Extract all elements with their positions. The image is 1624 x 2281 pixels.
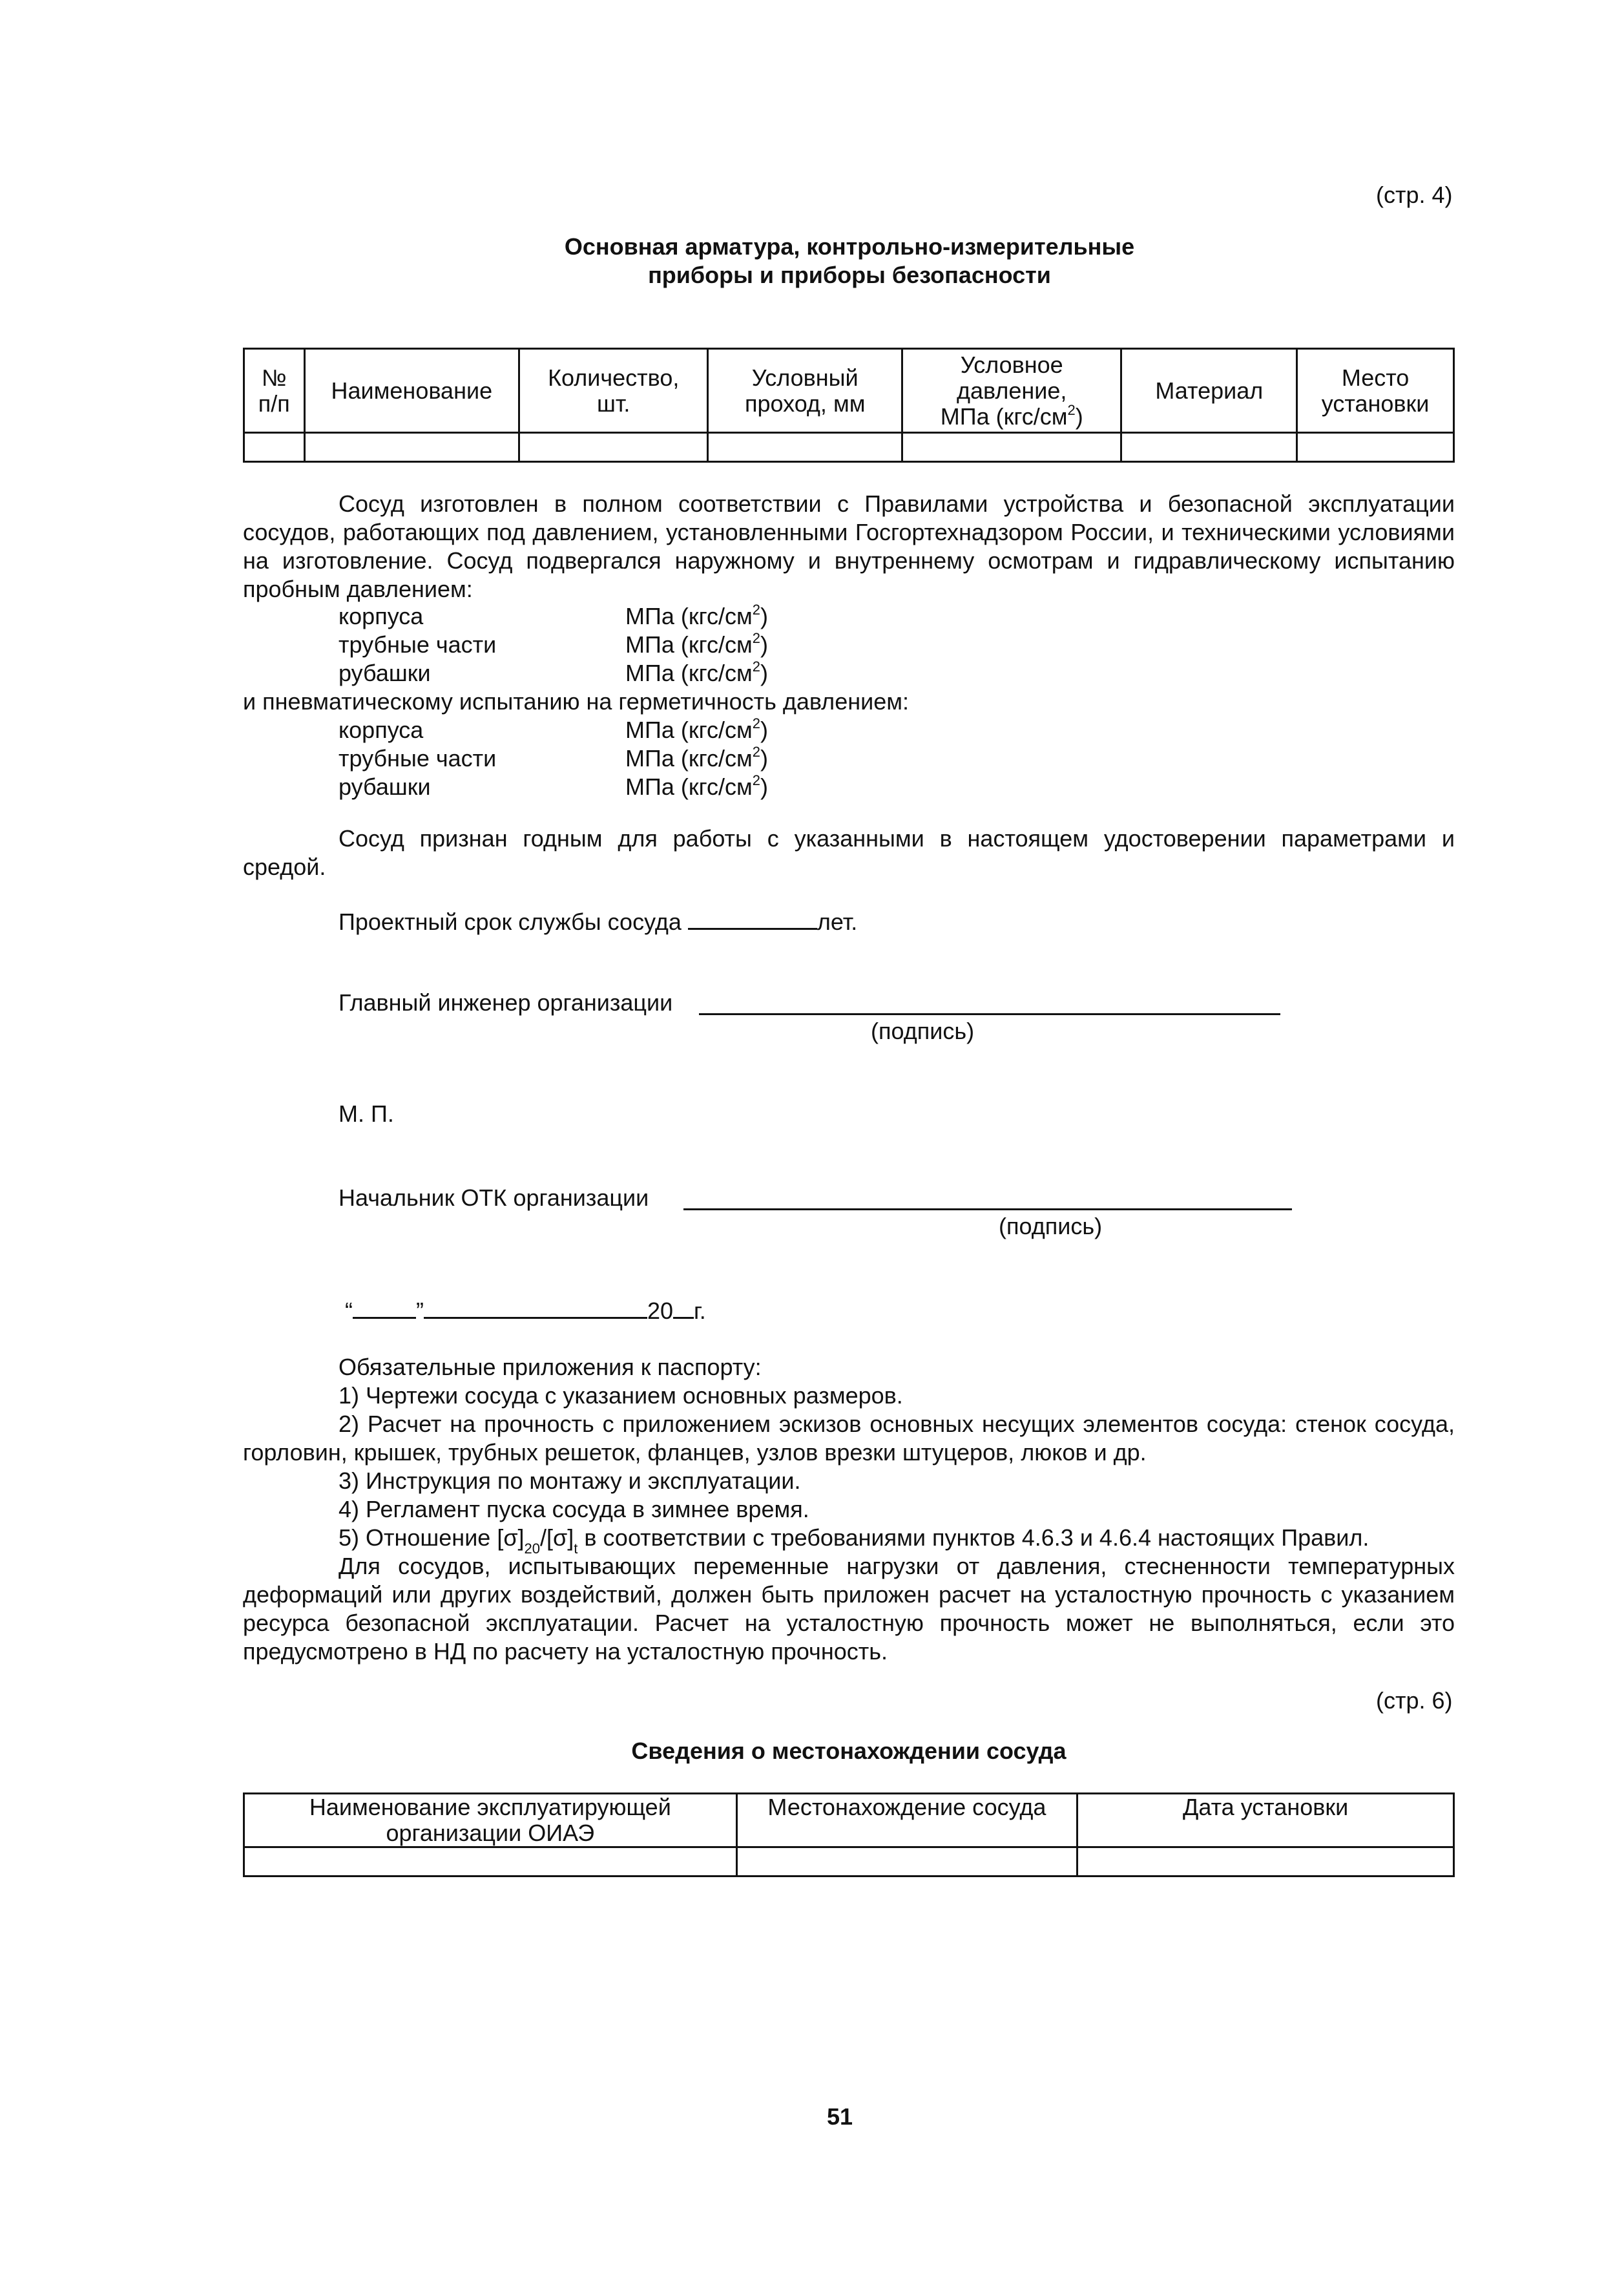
annex-item-5: 5) Отношение $[\sigma]_{20}/[\sigma]_t$ в соответствии с требованиями пунктов 4.6.3 и 4.6.4 настоящих Правил.: [338, 1524, 1369, 1557]
table-row: [244, 1847, 1454, 1876]
otk-head-label: Начальник ОТК организации: [338, 1184, 649, 1211]
col-nominal-bore: Условный проход, мм: [708, 349, 902, 433]
page-ref-top: (стр. 4): [1376, 182, 1453, 208]
location-section-title: Сведения о местонахождении сосуда: [631, 1738, 1067, 1764]
otk-signature-line: [683, 1184, 1292, 1210]
service-life-blank: [688, 906, 817, 930]
col-operator: Наименование эксплуатирующей организации ОИАЭ: [244, 1794, 737, 1847]
pneu-label-tubes: трубные части: [338, 745, 497, 772]
service-life-unit: лет.: [817, 909, 858, 935]
date-year-blank: [673, 1295, 694, 1319]
pneumatic-intro: и пневматическому испытанию на герметичность давлением:: [243, 688, 909, 715]
hydro-unit-tubes: МПа $(кгс/см^2)$: [625, 630, 768, 658]
pneu-unit-tubes: МПа $(кгс/см^2)$: [625, 744, 768, 772]
fittings-table-header: [244, 349, 1454, 433]
fittings-table: [243, 348, 1455, 463]
fatigue-paragraph: Для сосудов, испытывающих переменные нагрузки от давления, стесненности температурных деформаций или других воздействий, должен быть приложен расчет на усталостную прочность с указанием ресурса безопасной эксплуатации. Расчет на усталостную прочность может не выполняться, если это предусмотрено в НД по расчету на усталостную прочность.: [243, 1553, 1455, 1665]
col-nominal-pressure: Условное давление, МПа $(кгс/см^2)$: [902, 349, 1121, 433]
section-title-line1: Основная арматура, контрольно-измерительные: [564, 233, 1135, 260]
hydro-label-body: корпуса: [338, 603, 424, 629]
stamp-place: М. П.: [338, 1100, 394, 1127]
chief-engineer-signature-line: [699, 989, 1280, 1015]
compliance-paragraph: Сосуд изготовлен в полном соответствии с Правилами устройства и безопасной эксплуатации сосудов, работающих под давлением, установленными Госгортехнадзором России, и техническими условиями на изготовление. Сосуд подвергался наружному и внутреннему осмотрам и гидравлическому испытанию пробным давлением:: [243, 490, 1455, 602]
hydro-label-tubes: трубные части: [338, 631, 497, 658]
hydro-unit-jacket: МПа $(кгс/см^2)$: [625, 658, 768, 686]
page-ref-bottom: (стр. 6): [1376, 1687, 1453, 1714]
date-row: [345, 1295, 706, 1325]
hydro-label-jacket: рубашки: [338, 660, 431, 686]
pneu-unit-body: МПа $(кгс/см^2)$: [625, 715, 768, 743]
pneu-label-body: корпуса: [338, 717, 424, 743]
col-material: Материал: [1121, 349, 1297, 433]
location-table: [243, 1792, 1455, 1877]
col-vessel-location: Местонахождение сосуда: [736, 1794, 1077, 1847]
fitness-statement-line2: средой.: [243, 854, 326, 880]
fitness-statement-line1: Сосуд признан годным для работы с указанными в настоящем удостоверении параметрами и: [338, 825, 1455, 852]
section-title-line2: приборы и приборы безопасности: [648, 262, 1051, 288]
col-location: Место установки: [1297, 349, 1454, 433]
col-number: № п/п: [244, 349, 305, 433]
table-row: [244, 433, 1454, 462]
annex-title: Обязательные приложения к паспорту:: [338, 1354, 762, 1380]
date-quote-open: “: [345, 1298, 353, 1324]
annex-item-3: 3) Инструкция по монтажу и эксплуатации.: [338, 1467, 801, 1494]
date-suffix: г.: [694, 1298, 706, 1324]
signature-caption-2: (подпись): [999, 1213, 1103, 1239]
annex-item-1: 1) Чертежи сосуда с указанием основных размеров.: [338, 1382, 903, 1409]
page-number: 51: [826, 2103, 853, 2130]
date-day-blank: [353, 1295, 416, 1319]
service-life-label: Проектный срок службы сосуда: [338, 909, 682, 935]
service-life-row: [338, 906, 857, 936]
col-name: Наименование: [304, 349, 519, 433]
signature-caption-1: (подпись): [871, 1018, 975, 1044]
date-year: 20: [647, 1298, 674, 1324]
chief-engineer-label: Главный инженер организации: [338, 989, 673, 1016]
location-table-header: [244, 1794, 1454, 1847]
pneu-unit-jacket: МПа $(кгс/см^2)$: [625, 772, 768, 800]
date-quote-close: ”: [416, 1298, 424, 1324]
annex-item-4: 4) Регламент пуска сосуда в зимнее время.: [338, 1496, 809, 1522]
annex-item-2: 2) Расчет на прочность с приложением эскизов основных несущих элементов сосуда: стенок сосуда, горловин, крышек, трубных решеток, фланцев, узлов врезки штуцеров, люков и др.: [243, 1411, 1455, 1466]
pneu-label-jacket: рубашки: [338, 773, 431, 800]
col-quantity: Количество, шт.: [519, 349, 708, 433]
col-install-date: Дата установки: [1077, 1794, 1454, 1847]
hydro-unit-body: МПа $(кгс/см^2)$: [625, 602, 768, 629]
date-month-blank: [424, 1295, 647, 1319]
